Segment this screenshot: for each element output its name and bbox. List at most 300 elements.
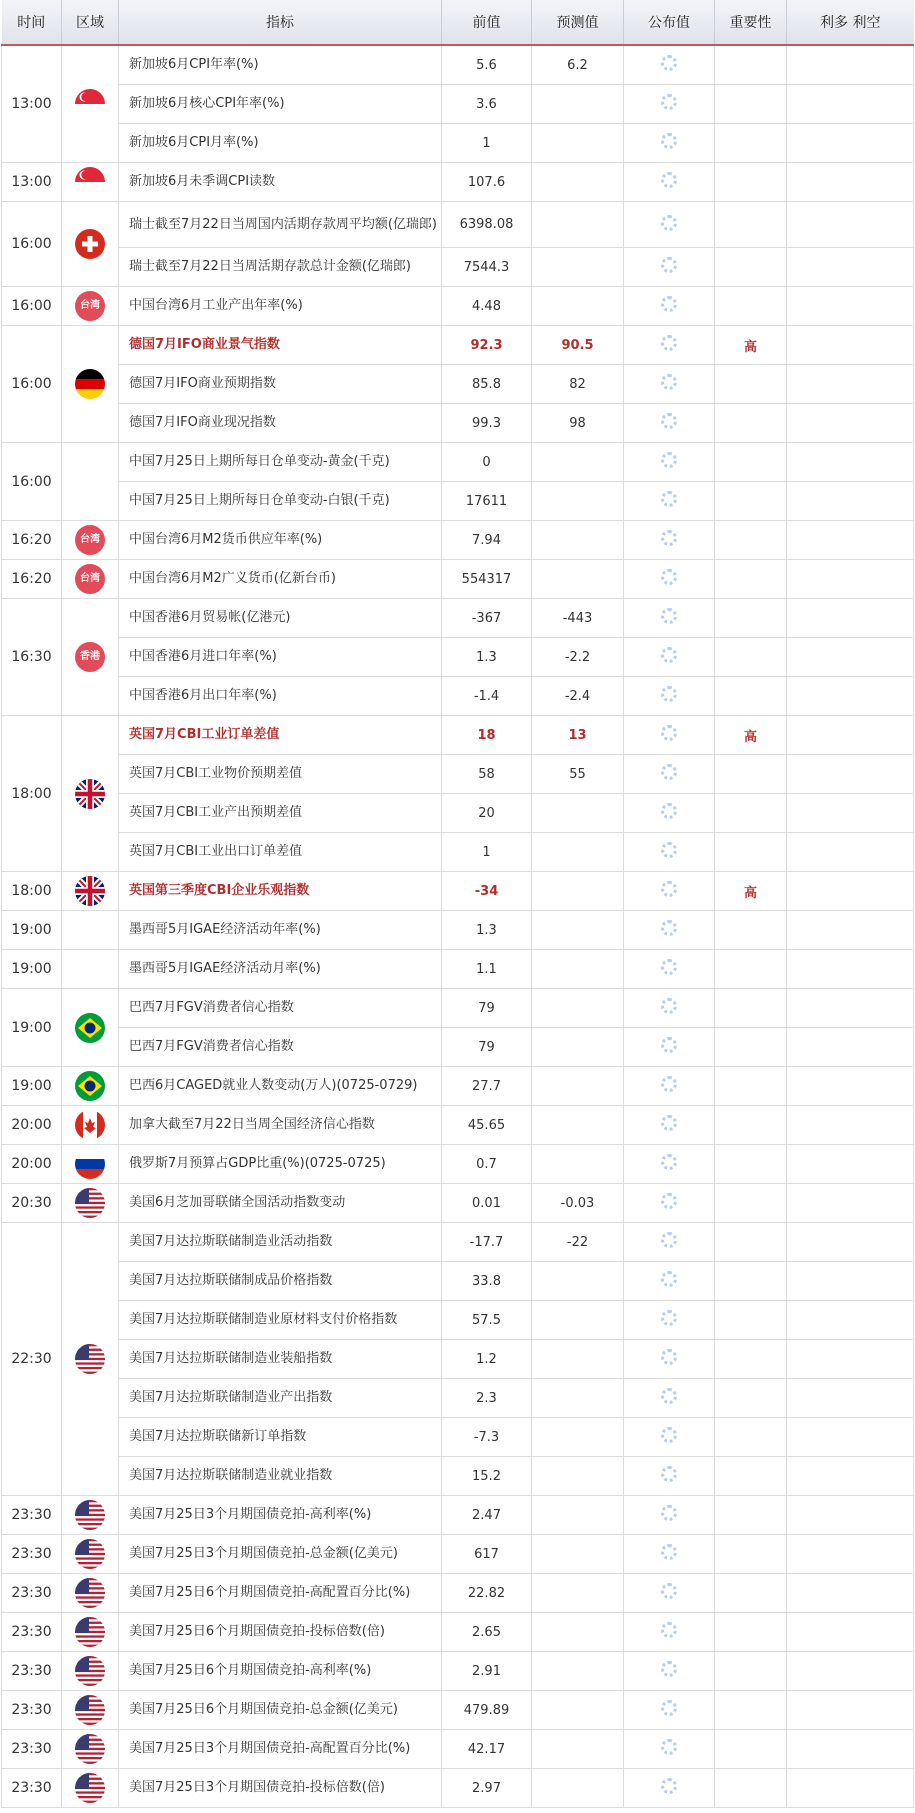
header-importance[interactable]: 重要性 [715, 0, 787, 45]
loading-spinner-icon [661, 803, 677, 819]
forecast-value [532, 287, 624, 326]
table-row[interactable] [2, 716, 914, 755]
impact-cell [787, 1301, 914, 1340]
table-row[interactable] [2, 85, 914, 124]
previous-value: -34 [442, 872, 532, 911]
importance-value [715, 1223, 787, 1262]
table-row[interactable] [2, 1496, 914, 1535]
forecast-value [532, 1691, 624, 1730]
region-cell [62, 45, 119, 163]
table-row[interactable] [2, 599, 914, 638]
indicator-name[interactable]: 美国6月芝加哥联储全国活动指数变动 [119, 1184, 442, 1223]
importance-value [715, 163, 787, 202]
region-cell [62, 1535, 119, 1574]
indicator-name[interactable]: 德国7月IFO商业现况指数 [119, 404, 442, 443]
loading-spinner-icon [661, 1661, 677, 1677]
table-row[interactable] [2, 202, 914, 248]
published-value [624, 794, 715, 833]
impact-cell [787, 1535, 914, 1574]
importance-value [715, 989, 787, 1028]
table-row[interactable] [2, 326, 914, 365]
published-value [624, 911, 715, 950]
previous-value: 2.65 [442, 1613, 532, 1652]
table-row[interactable] [2, 287, 914, 326]
published-value [624, 1652, 715, 1691]
forecast-value [532, 248, 624, 287]
published-value [624, 599, 715, 638]
indicator-name[interactable]: 美国7月达拉斯联储制造业产出指数 [119, 1379, 442, 1418]
forecast-value: -0.03 [532, 1184, 624, 1223]
indicator-name[interactable]: 新加坡6月CPI月率(%) [119, 124, 442, 163]
forecast-value [532, 124, 624, 163]
region-cell [62, 1496, 119, 1535]
event-time: 18:00 [2, 872, 62, 911]
forecast-value [532, 163, 624, 202]
importance-value [715, 202, 787, 248]
indicator-name[interactable]: 新加坡6月未季调CPI读数 [119, 163, 442, 202]
loading-spinner-icon [661, 94, 677, 110]
indicator-name[interactable]: 墨西哥5月IGAE经济活动年率(%) [119, 911, 442, 950]
previous-value: 3.6 [442, 85, 532, 124]
published-value [624, 1262, 715, 1301]
indicator-name[interactable]: 中国台湾6月M2货币供应年率(%) [119, 521, 442, 560]
impact-cell [787, 1691, 914, 1730]
indicator-name[interactable]: 巴西7月FGV消费者信心指数 [119, 1028, 442, 1067]
loading-spinner-icon [661, 1076, 677, 1092]
previous-value: 6398.08 [442, 202, 532, 248]
table-row[interactable] [2, 677, 914, 716]
table-row[interactable] [2, 443, 914, 482]
importance-value [715, 1652, 787, 1691]
region-cell [62, 1652, 119, 1691]
forecast-value [532, 989, 624, 1028]
loading-spinner-icon [661, 608, 677, 624]
forecast-value: 55 [532, 755, 624, 794]
indicator-name[interactable]: 美国7月达拉斯联储制造业原材料支付价格指数 [119, 1301, 442, 1340]
indicator-name[interactable]: 美国7月达拉斯联储制造业装船指数 [119, 1340, 442, 1379]
importance-value [715, 45, 787, 85]
indicator-name[interactable]: 加拿大截至7月22日当周全国经济信心指数 [119, 1106, 442, 1145]
forecast-value [532, 482, 624, 521]
previous-value: 79 [442, 1028, 532, 1067]
previous-value: 45.65 [442, 1106, 532, 1145]
table-row[interactable] [2, 404, 914, 443]
impact-cell [787, 287, 914, 326]
event-time: 19:00 [2, 1067, 62, 1106]
impact-cell [787, 1340, 914, 1379]
importance-value [715, 755, 787, 794]
previous-value: -17.7 [442, 1223, 532, 1262]
importance-value [715, 1106, 787, 1145]
published-value [624, 1067, 715, 1106]
importance-value [715, 248, 787, 287]
event-time: 23:30 [2, 1535, 62, 1574]
published-value [624, 638, 715, 677]
region-cell [62, 1613, 119, 1652]
importance-value [715, 85, 787, 124]
indicator-name[interactable]: 英国第三季度CBI企业乐观指数 [119, 872, 442, 911]
forecast-value [532, 950, 624, 989]
forecast-value [532, 1652, 624, 1691]
canada-flag-icon [75, 1110, 105, 1140]
forecast-value [532, 560, 624, 599]
usa-flag-icon [75, 1617, 105, 1647]
forecast-value [532, 1457, 624, 1496]
loading-spinner-icon [661, 1466, 677, 1482]
indicator-name[interactable]: 美国7月达拉斯联储制成品价格指数 [119, 1262, 442, 1301]
published-value [624, 365, 715, 404]
usa-flag-icon [75, 1773, 105, 1803]
event-time: 16:00 [2, 202, 62, 287]
published-value [624, 248, 715, 287]
published-value [624, 163, 715, 202]
table-row[interactable] [2, 248, 914, 287]
previous-value: 4.48 [442, 287, 532, 326]
previous-value: 107.6 [442, 163, 532, 202]
indicator-name[interactable]: 瑞士截至7月22日当周活期存款总计金额(亿瑞郎) [119, 248, 442, 287]
usa-flag-icon [75, 1695, 105, 1725]
indicator-name[interactable]: 中国7月25日上期所每日仓单变动-黄金(千克) [119, 443, 442, 482]
previous-value: 1 [442, 124, 532, 163]
indicator-name[interactable]: 中国香港6月出口年率(%) [119, 677, 442, 716]
previous-value: 1.2 [442, 1340, 532, 1379]
table-row[interactable] [2, 1535, 914, 1574]
table-row[interactable] [2, 911, 914, 950]
indicator-name[interactable]: 英国7月CBI工业订单差值 [119, 716, 442, 755]
forecast-value [532, 1574, 624, 1613]
importance-value [715, 1028, 787, 1067]
impact-cell [787, 560, 914, 599]
loading-spinner-icon [661, 686, 677, 702]
event-time: 23:30 [2, 1574, 62, 1613]
table-row[interactable] [2, 1340, 914, 1379]
indicator-name[interactable]: 瑞士截至7月22日当周国内活期存款周平均额(亿瑞郎) [119, 202, 442, 248]
table-row[interactable] [2, 1262, 914, 1301]
indicator-name[interactable]: 美国7月25日6个月期国债竞拍-高利率(%) [119, 1652, 442, 1691]
impact-cell [787, 1652, 914, 1691]
importance-value [715, 1574, 787, 1613]
table-row[interactable] [2, 1145, 914, 1184]
header-row [2, 0, 914, 45]
impact-cell [787, 1028, 914, 1067]
indicator-name[interactable]: 美国7月25日3个月期国债竞拍-高配置百分比(%) [119, 1730, 442, 1769]
forecast-value [532, 1769, 624, 1808]
impact-cell [787, 950, 914, 989]
indicator-name[interactable]: 俄罗斯7月预算占GDP比重(%)(0725-0725) [119, 1145, 442, 1184]
loading-spinner-icon [661, 1310, 677, 1326]
forecast-value [532, 1730, 624, 1769]
table-row[interactable] [2, 560, 914, 599]
indicator-name[interactable]: 新加坡6月核心CPI年率(%) [119, 85, 442, 124]
table-row[interactable] [2, 872, 914, 911]
indicator-name[interactable]: 美国7月25日6个月期国债竞拍-高配置百分比(%) [119, 1574, 442, 1613]
forecast-value [532, 1262, 624, 1301]
previous-value: 2.91 [442, 1652, 532, 1691]
region-cell [62, 1067, 119, 1106]
hongkong-badge-icon: 香港 [75, 642, 105, 672]
published-value [624, 404, 715, 443]
published-value [624, 872, 715, 911]
previous-value: 0 [442, 443, 532, 482]
table-row[interactable] [2, 755, 914, 794]
indicator-name[interactable]: 墨西哥5月IGAE经济活动月率(%) [119, 950, 442, 989]
impact-cell [787, 1769, 914, 1808]
loading-spinner-icon [661, 1037, 677, 1053]
indicator-name[interactable]: 美国7月达拉斯联储制造业活动指数 [119, 1223, 442, 1262]
impact-cell [787, 638, 914, 677]
forecast-value [532, 1145, 624, 1184]
indicator-name[interactable]: 新加坡6月CPI年率(%) [119, 45, 442, 85]
previous-value: 20 [442, 794, 532, 833]
forecast-value [532, 1535, 624, 1574]
loading-spinner-icon [661, 1544, 677, 1560]
previous-value: 1.1 [442, 950, 532, 989]
impact-cell [787, 1379, 914, 1418]
table-row[interactable] [2, 163, 914, 202]
table-row[interactable] [2, 45, 914, 85]
table-row[interactable] [2, 1457, 914, 1496]
published-value [624, 1457, 715, 1496]
impact-cell [787, 124, 914, 163]
table-row[interactable] [2, 1574, 914, 1613]
event-time: 23:30 [2, 1496, 62, 1535]
event-time: 23:30 [2, 1652, 62, 1691]
impact-cell [787, 599, 914, 638]
published-value [624, 443, 715, 482]
event-time: 20:00 [2, 1145, 62, 1184]
indicator-name[interactable]: 美国7月达拉斯联储新订单指数 [119, 1418, 442, 1457]
indicator-name[interactable]: 美国7月达拉斯联储制造业就业指数 [119, 1457, 442, 1496]
published-value [624, 521, 715, 560]
impact-cell [787, 365, 914, 404]
published-value [624, 1691, 715, 1730]
table-row[interactable] [2, 124, 914, 163]
published-value [624, 716, 715, 755]
region-cell [62, 202, 119, 287]
loading-spinner-icon [661, 647, 677, 663]
loading-spinner-icon [661, 1739, 677, 1755]
loading-spinner-icon [661, 1232, 677, 1248]
indicator-name[interactable]: 中国台湾6月M2广义货币(亿新台币) [119, 560, 442, 599]
header-time[interactable]: 时间 [2, 0, 62, 45]
importance-value [715, 1301, 787, 1340]
region-cell [62, 716, 119, 872]
previous-value: -1.4 [442, 677, 532, 716]
taiwan-badge-icon: 台湾 [75, 525, 105, 555]
forecast-value [532, 872, 624, 911]
published-value [624, 1028, 715, 1067]
region-cell [62, 163, 119, 202]
loading-spinner-icon [661, 1271, 677, 1287]
forecast-value: -22 [532, 1223, 624, 1262]
header-previous[interactable]: 前值 [442, 0, 532, 45]
table-row[interactable] [2, 1028, 914, 1067]
event-time: 22:30 [2, 1223, 62, 1496]
event-time: 16:20 [2, 521, 62, 560]
table-row[interactable] [2, 1067, 914, 1106]
header-published[interactable]: 公布值 [624, 0, 715, 45]
event-time: 19:00 [2, 911, 62, 950]
impact-cell [787, 1574, 914, 1613]
indicator-name[interactable]: 英国7月CBI工业产出预期差值 [119, 794, 442, 833]
indicator-name[interactable]: 美国7月25日3个月期国债竞拍-投标倍数(倍) [119, 1769, 442, 1808]
indicator-name[interactable]: 英国7月CBI工业物价预期差值 [119, 755, 442, 794]
previous-value: 479.89 [442, 1691, 532, 1730]
loading-spinner-icon [661, 1583, 677, 1599]
importance-value [715, 124, 787, 163]
importance-value [715, 911, 787, 950]
usa-flag-icon [75, 1656, 105, 1686]
previous-value: 42.17 [442, 1730, 532, 1769]
singapore-flag-icon [75, 89, 105, 119]
importance-value [715, 677, 787, 716]
table-row[interactable] [2, 794, 914, 833]
table-row[interactable] [2, 365, 914, 404]
indicator-name[interactable]: 中国香港6月进口年率(%) [119, 638, 442, 677]
forecast-value [532, 1379, 624, 1418]
table-row[interactable] [2, 638, 914, 677]
table-row[interactable] [2, 833, 914, 872]
published-value [624, 1574, 715, 1613]
forecast-value [532, 1301, 624, 1340]
loading-spinner-icon [661, 1622, 677, 1638]
table-row[interactable] [2, 989, 914, 1028]
loading-spinner-icon [661, 257, 677, 273]
impact-cell [787, 1184, 914, 1223]
published-value [624, 1301, 715, 1340]
table-row[interactable] [2, 1301, 914, 1340]
table-row[interactable] [2, 950, 914, 989]
indicator-name[interactable]: 美国7月25日6个月期国债竞拍-投标倍数(倍) [119, 1613, 442, 1652]
uk-flag-icon [75, 876, 105, 906]
published-value [624, 1184, 715, 1223]
forecast-value [532, 1028, 624, 1067]
importance-value [715, 443, 787, 482]
taiwan-badge-icon: 台湾 [75, 291, 105, 321]
previous-value: 1 [442, 833, 532, 872]
table-row[interactable] [2, 1418, 914, 1457]
previous-value: 99.3 [442, 404, 532, 443]
published-value [624, 124, 715, 163]
indicator-name[interactable]: 中国台湾6月工业产出年率(%) [119, 287, 442, 326]
indicator-name[interactable]: 美国7月25日3个月期国债竞拍-高利率(%) [119, 1496, 442, 1535]
previous-value: -7.3 [442, 1418, 532, 1457]
impact-cell [787, 755, 914, 794]
event-time: 19:00 [2, 989, 62, 1067]
table-row[interactable] [2, 1769, 914, 1808]
impact-cell [787, 521, 914, 560]
uk-flag-icon [75, 779, 105, 809]
usa-flag-icon [75, 1578, 105, 1608]
indicator-name[interactable]: 英国7月CBI工业出口订单差值 [119, 833, 442, 872]
loading-spinner-icon [661, 920, 677, 936]
indicator-name[interactable]: 巴西7月FGV消费者信心指数 [119, 989, 442, 1028]
region-cell [62, 989, 119, 1067]
region-cell [62, 950, 119, 989]
table-row[interactable] [2, 1379, 914, 1418]
region-cell [62, 1145, 119, 1184]
importance-value [715, 1535, 787, 1574]
loading-spinner-icon [661, 959, 677, 975]
table-row[interactable] [2, 1613, 914, 1652]
table-row[interactable] [2, 1184, 914, 1223]
table-row[interactable] [2, 1106, 914, 1145]
event-time: 23:30 [2, 1769, 62, 1808]
previous-value: 2.3 [442, 1379, 532, 1418]
previous-value: 15.2 [442, 1457, 532, 1496]
loading-spinner-icon [661, 296, 677, 312]
impact-cell [787, 1106, 914, 1145]
table-row[interactable] [2, 1652, 914, 1691]
loading-spinner-icon [661, 374, 677, 390]
impact-cell [787, 1223, 914, 1262]
indicator-name[interactable]: 中国7月25日上期所每日仓单变动-白银(千克) [119, 482, 442, 521]
table-row[interactable] [2, 482, 914, 521]
importance-value [715, 1184, 787, 1223]
loading-spinner-icon [661, 335, 677, 351]
importance-value [715, 1457, 787, 1496]
forecast-value: 6.2 [532, 45, 624, 85]
event-time: 23:30 [2, 1613, 62, 1652]
forecast-value [532, 794, 624, 833]
region-cell [62, 1223, 119, 1496]
previous-value: 0.01 [442, 1184, 532, 1223]
germany-flag-icon [75, 369, 105, 399]
loading-spinner-icon [661, 1193, 677, 1209]
previous-value: 58 [442, 755, 532, 794]
header-region[interactable]: 区域 [62, 0, 119, 45]
table-row[interactable] [2, 521, 914, 560]
published-value [624, 833, 715, 872]
singapore-flag-icon [75, 167, 105, 197]
indicator-name[interactable]: 德国7月IFO商业景气指数 [119, 326, 442, 365]
forecast-value [532, 1418, 624, 1457]
event-time: 18:00 [2, 716, 62, 872]
table-row[interactable] [2, 1691, 914, 1730]
region-cell [62, 599, 119, 716]
loading-spinner-icon [661, 530, 677, 546]
header-impact[interactable]: 利多 利空 [787, 0, 914, 45]
published-value [624, 287, 715, 326]
table-row[interactable] [2, 1730, 914, 1769]
forecast-value [532, 1496, 624, 1535]
header-indicator[interactable]: 指标 [119, 0, 442, 45]
indicator-name[interactable]: 中国香港6月贸易帐(亿港元) [119, 599, 442, 638]
indicator-name[interactable]: 美国7月25日6个月期国债竞拍-总金额(亿美元) [119, 1691, 442, 1730]
loading-spinner-icon [661, 1778, 677, 1794]
previous-value: 1.3 [442, 638, 532, 677]
importance-value [715, 599, 787, 638]
importance-value: 高 [715, 872, 787, 911]
previous-value: 57.5 [442, 1301, 532, 1340]
forecast-value [532, 1067, 624, 1106]
previous-value: 27.7 [442, 1067, 532, 1106]
previous-value: 18 [442, 716, 532, 755]
event-time: 23:30 [2, 1691, 62, 1730]
indicator-name[interactable]: 巴西6月CAGED就业人数变动(万人)(0725-0729) [119, 1067, 442, 1106]
header-forecast[interactable]: 预测值 [532, 0, 624, 45]
published-value [624, 1769, 715, 1808]
usa-flag-icon [75, 1500, 105, 1530]
indicator-name[interactable]: 美国7月25日3个月期国债竞拍-总金额(亿美元) [119, 1535, 442, 1574]
forecast-value [532, 521, 624, 560]
indicator-name[interactable]: 德国7月IFO商业预期指数 [119, 365, 442, 404]
impact-cell [787, 1613, 914, 1652]
table-row[interactable] [2, 1223, 914, 1262]
event-time: 16:30 [2, 599, 62, 716]
brazil-flag-icon [75, 1013, 105, 1043]
event-time: 16:00 [2, 287, 62, 326]
